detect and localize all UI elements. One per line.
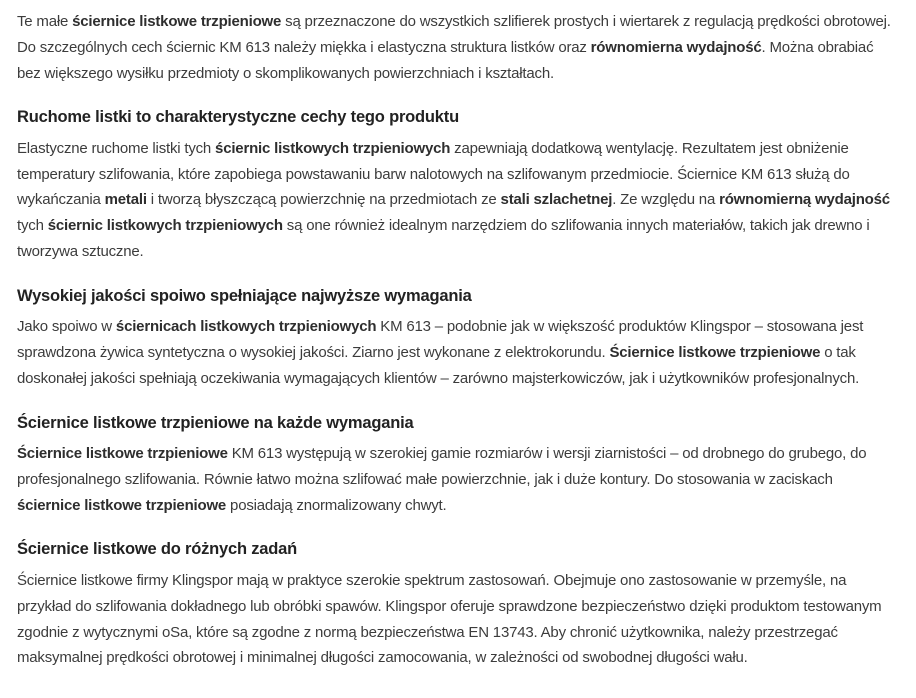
article-body bbox=[17, 9, 899, 671]
section-heading: Ściernice listkowe trzpieniowe na każde wymagania bbox=[17, 413, 414, 432]
body-text: tych bbox=[17, 217, 48, 235]
body-text: KM 613 – podobnie jak w większość produktów Klingspor – stosowana jest sprawdzona żywica syntetyczna o wysokiej jakości. Ziarno jest wykonane z elektrokorundu. bbox=[17, 318, 864, 362]
body-text: Ściernice listkowe firmy Klingspor mają w praktyce szerokie spektrum zastosowań. Obejmuje ono zastosowanie w przemyśle, na przykład do szlifowania dokładnego lub obróbki spawów. Klingspor oferuje sprawdzone bezpieczeństwo dzięki produktom testowanym zgodnie z wytycznymi oSa, które są zgodne z normą bezpieczeństwa EN 13743. Aby chronić użytkownika, należy przestrzegać maksymalnej prędkości obrotowej i minimalnej długości zamocowania, w zależności od swobodnej długości wału. bbox=[17, 571, 882, 667]
body-text: są one również idealnym narzędziem do szlifowania innych materiałów, takich jak drewno i tworzywa sztuczne. bbox=[17, 217, 870, 261]
body-text: Elastyczne ruchome listki tych bbox=[17, 139, 216, 157]
body-text: i tworzą błyszczącą powierzchnię na przedmiotach ze bbox=[146, 191, 501, 209]
bold-text: ściernicach listkowych trzpieniowych bbox=[115, 318, 377, 336]
section-heading: Wysokiej jakości spoiwo spełniające najwyższe wymagania bbox=[17, 286, 472, 305]
bold-text: ściernice listkowe trzpieniowe bbox=[17, 496, 227, 514]
body-text: posiadają znormalizowany chwyt. bbox=[226, 496, 447, 514]
paragraph bbox=[17, 9, 899, 86]
bold-text: równomierną wydajność bbox=[719, 191, 890, 209]
bold-text: metali bbox=[104, 191, 147, 209]
paragraph bbox=[17, 136, 899, 265]
paragraph bbox=[17, 314, 899, 391]
body-text: Jako spoiwo w bbox=[17, 318, 116, 336]
body-text: o tak doskonałej jakości spełniają oczekiwania wymagających klientów – zarówno majsterkowiczów, jak i użytkowników profesjonalnych. bbox=[17, 344, 860, 387]
section-heading: Ściernice listkowe do różnych zadań bbox=[17, 540, 298, 559]
body-text: zapewniają dodatkową wentylację. Rezultatem jest obniżenie temperatury szlifowania, które zapobiega powstawaniu barw nalotowych na szlifowanym przedmiocie. Ściernice KM 613 służą do wykańczania bbox=[17, 139, 850, 209]
bold-text: ściernic listkowych trzpieniowych bbox=[47, 217, 283, 235]
body-text: Te małe bbox=[17, 13, 73, 30]
body-text: są przeznaczone do wszystkich szlifierek prostych i wiertarek z regulacją prędkości obrotowej. Do szczególnych cech ściernic KM 613 należy miękka i elastyczna struktura listków oraz bbox=[17, 13, 891, 56]
bold-text: stali szlachetnej bbox=[500, 191, 613, 209]
body-text: . Ze względu na bbox=[612, 191, 720, 209]
bold-text: równomierna wydajność bbox=[590, 38, 762, 56]
body-text: . Można obrabiać bez większego wysiłku przedmioty o skomplikowanych powierzchniach i kształtach. bbox=[17, 38, 874, 82]
paragraph bbox=[17, 568, 899, 671]
paragraph bbox=[17, 441, 899, 518]
bold-text: Ściernice listkowe trzpieniowe bbox=[609, 344, 821, 362]
bold-text: ściernic listkowych trzpieniowych bbox=[215, 139, 451, 157]
bold-text: ściernice listkowe trzpieniowe bbox=[72, 13, 282, 30]
body-text: KM 613 występują w szerokiej gamie rozmiarów i wersji ziarnistości – od drobnego do grubego, do profesjonalnego szlifowania. Równie łatwo można szlifować małe powierzchnie, jak i duże kontury. Do stosowania w zaciskach bbox=[17, 445, 867, 488]
bold-text: Ściernice listkowe trzpieniowe bbox=[17, 445, 228, 463]
section-heading: Ruchome listki to charakterystyczne cechy tego produktu bbox=[17, 108, 459, 127]
